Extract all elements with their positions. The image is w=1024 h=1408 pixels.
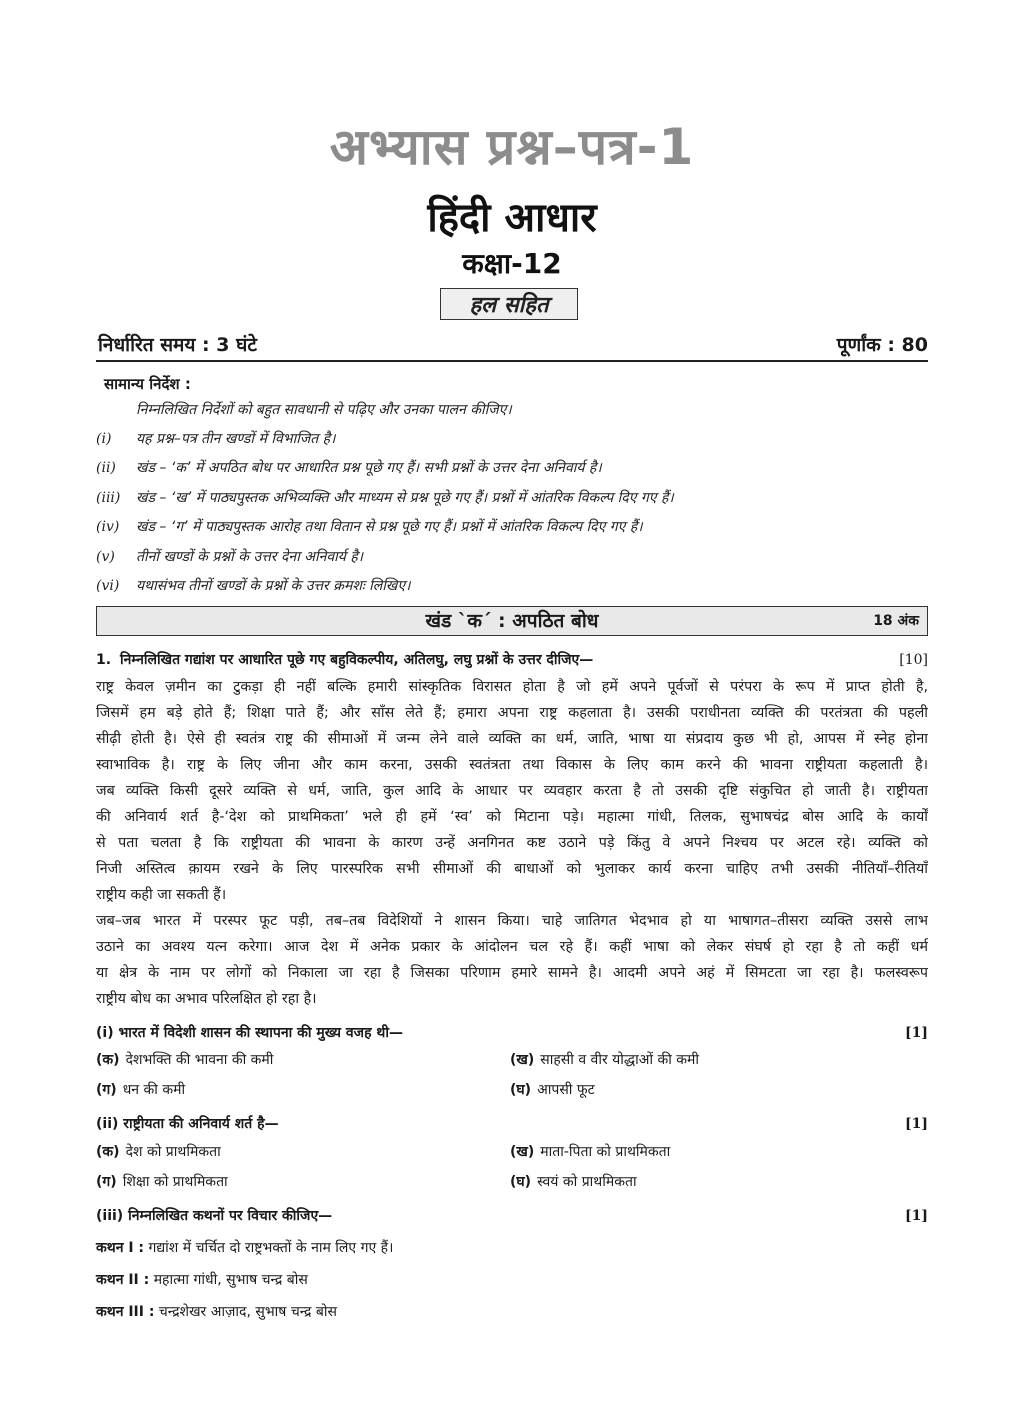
passage-line: जिसमें हम बड़े होते हैं; शिक्षा पाते हैं; और साँस लेते हैं; हमारा अपना राष्ट्र कहलाता है। उसकी पराधीनता व्यक्ति की परतंत्रता की पहली <box>96 705 928 721</box>
statement-text: चन्द्रशेखर आज़ाद, सुभाष चन्द्र बोस <box>158 1304 338 1320</box>
instruction-number: (i) <box>96 431 112 447</box>
instruction-text: यथासंभव तीनों खण्डों के प्रश्नों के उत्तर क्रमशः लिखिए। <box>136 578 411 594</box>
option-label: (ख) <box>510 1144 535 1160</box>
statement-text: महात्मा गांधी, सुभाष चन्द्र बोस <box>153 1272 308 1288</box>
instruction-text: खंड – ‘क’ में अपठित बोध पर आधारित प्रश्न पूछे गए हैं। सभी प्रश्नों के उत्तर देना अनिवार्य है। <box>136 460 602 476</box>
option-text: माता-पिता को प्राथमिकता <box>540 1144 671 1160</box>
passage-line: या क्षेत्र के नाम पर लोगों को निकाला जा रहा है जिसका परिणाम हमारे सामने है। आदमी अपने अहं में सिमटता जा रहा है। फलस्वरूप <box>96 965 928 981</box>
instruction-text: खंड – ‘ग’ में पाठ्यपुस्तक आरोह तथा वितान से प्रश्न पूछे गए हैं। प्रश्नों में आंतरिक विकल्प दिए गए हैं। <box>136 519 643 535</box>
instructions-intro <box>96 398 928 422</box>
statement-label: कथन II : <box>96 1272 150 1288</box>
instruction-item <box>96 456 928 480</box>
passage-line: जब व्यक्ति किसी दूसरे व्यक्ति से धर्म, जाति, कुल आदि के आधार पर व्यवहार करता है तो उसकी दृष्टि संकुचित हो जाती है। राष्ट्रीयता <box>96 783 928 799</box>
header-divider <box>96 360 928 362</box>
subject-title: हिंदी आधार <box>427 195 597 241</box>
instruction-number: (v) <box>96 549 115 565</box>
subquestion-text: (i) भारत में विदेशी शासन की स्थापना की मुख्य वजह थी— <box>96 1025 403 1041</box>
instruction-number: (iv) <box>96 519 120 535</box>
subquestion-marks: [1] <box>905 1116 928 1132</box>
question-marks: [10] <box>899 652 928 668</box>
instruction-number: (ii) <box>96 460 116 476</box>
option-text: साहसी व वीर योद्धाओं की कमी <box>540 1052 700 1068</box>
option-kha[interactable] <box>510 1047 699 1073</box>
passage-line: जब–जब भारत में परस्पर फूट पड़ी, तब–तब विदेशियों ने शासन किया। चाहे जातिगत भेदभाव हो या भाषागत–तीसरा व्यक्ति उससे लाभ <box>96 913 928 929</box>
instruction-item <box>96 427 928 451</box>
subquestion-3 <box>96 1203 928 1229</box>
passage-line: निजी अस्तित्व क़ायम रखने के लिए पारस्परिक सभी सीमाओं की बाधाओं को भुलाकर कार्य करना चाहिए तभी उसकी नीतियाँ–रीतियाँ <box>96 861 928 877</box>
option-text: धन की कमी <box>122 1082 186 1098</box>
passage-line: सीढ़ी होती है। ऐसे ही स्वतंत्र राष्ट्र की सीमाओं में जन्म लेने वाले व्यक्ति का धर्म, जाति, भाषा या संप्रदाय कुछ भी हो, आपस में स्नेह होना <box>96 731 928 747</box>
question-number: 1. <box>96 652 112 668</box>
subquestion-1 <box>96 1020 928 1046</box>
question-1 <box>96 648 928 672</box>
instruction-item <box>96 574 928 598</box>
instruction-number: (iii) <box>96 490 121 506</box>
passage-line: से पता चलता है कि राष्ट्रीयता की भावना के कारण उन्हें अनगिनत कष्ट उठाने पड़े किंतु वे अपने निश्चय पर अटल रहे। व्यक्ति को <box>96 835 928 851</box>
option-ga[interactable] <box>96 1169 228 1195</box>
time-label: निर्धारित समय : 3 घंटे <box>98 334 257 356</box>
class-title: कक्षा-12 <box>462 247 562 280</box>
instruction-number: (vi) <box>96 578 120 594</box>
option-gha[interactable] <box>510 1169 637 1195</box>
option-label: (क) <box>96 1144 120 1160</box>
instruction-text: यह प्रश्न–पत्र तीन खण्डों में विभाजित है। <box>136 431 336 447</box>
statement-text: गद्यांश में चर्चित दो राष्ट्रभक्तों के नाम लिए गए हैं। <box>148 1240 394 1256</box>
section-header <box>96 606 928 636</box>
instruction-text: तीनों खण्डों के प्रश्नों के उत्तर देना अनिवार्य है। <box>136 549 364 565</box>
subquestion-marks: [1] <box>905 1208 928 1224</box>
passage-line: राष्ट्रीय कही जा सकती हैं। <box>96 887 227 903</box>
instruction-text: खंड – ‘ख’ में पाठ्यपुस्तक अभिव्यक्ति और माध्यम से प्रश्न पूछे गए हैं। प्रश्नों में आंतरिक विकल्प दिए गए हैं। <box>136 490 674 506</box>
total-marks-label: पूर्णांक : 80 <box>836 334 928 356</box>
option-text: देश को प्राथमिकता <box>125 1144 221 1160</box>
passage-line: राष्ट्रीय बोध का अभाव परिलक्षित हो रहा है। <box>96 991 317 1007</box>
section-marks: 18 अंक <box>873 613 919 629</box>
statement-2 <box>96 1267 308 1293</box>
option-ka[interactable] <box>96 1047 273 1073</box>
option-label: (घ) <box>510 1174 532 1190</box>
option-label: (क) <box>96 1052 120 1068</box>
option-kha[interactable] <box>510 1139 670 1165</box>
instruction-item <box>96 545 928 569</box>
statement-3 <box>96 1299 337 1325</box>
option-gha[interactable] <box>510 1077 595 1103</box>
general-instructions-heading: सामान्य निर्देश : <box>104 375 191 393</box>
option-label: (ख) <box>510 1052 535 1068</box>
option-label: (ग) <box>96 1082 117 1098</box>
instructions-intro-text: निम्नलिखित निर्देशों को बहुत सावधानी से पढ़िए और उनका पालन कीजिए। <box>136 402 512 418</box>
subquestion-2 <box>96 1111 928 1137</box>
option-ga[interactable] <box>96 1077 185 1103</box>
option-label: (घ) <box>510 1082 532 1098</box>
statement-label: कथन III : <box>96 1304 155 1320</box>
subquestion-marks: [1] <box>905 1025 928 1041</box>
option-text: आपसी फूट <box>537 1082 595 1098</box>
solved-tag: हल सहित <box>440 288 578 320</box>
paper-title: अभ्यास प्रश्न–पत्र-1 <box>329 118 695 176</box>
option-text: स्वयं को प्राथमिकता <box>537 1174 637 1190</box>
question-text: निम्नलिखित गद्यांश पर आधारित पूछे गए बहुविकल्पीय, अतिलघु, लघु प्रश्नों के उत्तर दीजिए— <box>120 652 594 668</box>
statement-label: कथन I : <box>96 1240 145 1256</box>
subquestion-text: (ii) राष्ट्रीयता की अनिवार्य शर्त है— <box>96 1116 279 1132</box>
statement-1 <box>96 1235 393 1261</box>
passage-line: की अनिवार्य शर्त है-‘देश को प्राथमिकता’ भले ही हमें ‘स्व’ को मिटाना पड़े। महात्मा गांधी, तिलक, सुभाषचंद्र बोस आदि के कार्यों <box>96 809 928 825</box>
option-ka[interactable] <box>96 1139 221 1165</box>
passage-line: स्वाभाविक है। राष्ट्र के लिए जीना और काम करना, उसकी स्वतंत्रता तथा विकास के लिए काम करने की भावना राष्ट्रीयता कहलाती है। <box>96 757 928 773</box>
section-title: खंड `क´ : अपठित बोध <box>425 610 599 632</box>
subquestion-text: (iii) निम्नलिखित कथनों पर विचार कीजिए— <box>96 1208 333 1224</box>
option-text: शिक्षा को प्राथमिकता <box>122 1174 228 1190</box>
option-text: देशभक्ति की भावना की कमी <box>125 1052 274 1068</box>
passage-line: राष्ट्र केवल ज़मीन का टुकड़ा ही नहीं बल्कि हमारी सांस्कृतिक विरासत होता है जो हमें अपने पूर्वजों से परंपरा के रूप में प्राप्त होती है, <box>96 679 928 695</box>
instruction-item <box>96 515 928 539</box>
instruction-item <box>96 486 928 510</box>
passage-line: उठाने का अवश्य यत्न करेगा। आज देश में अनेक प्रकार के आंदोलन चल रहे हैं। कहीं भाषा को लेकर संघर्ष हो रहा है तो कहीं धर्म <box>96 939 928 955</box>
option-label: (ग) <box>96 1174 117 1190</box>
